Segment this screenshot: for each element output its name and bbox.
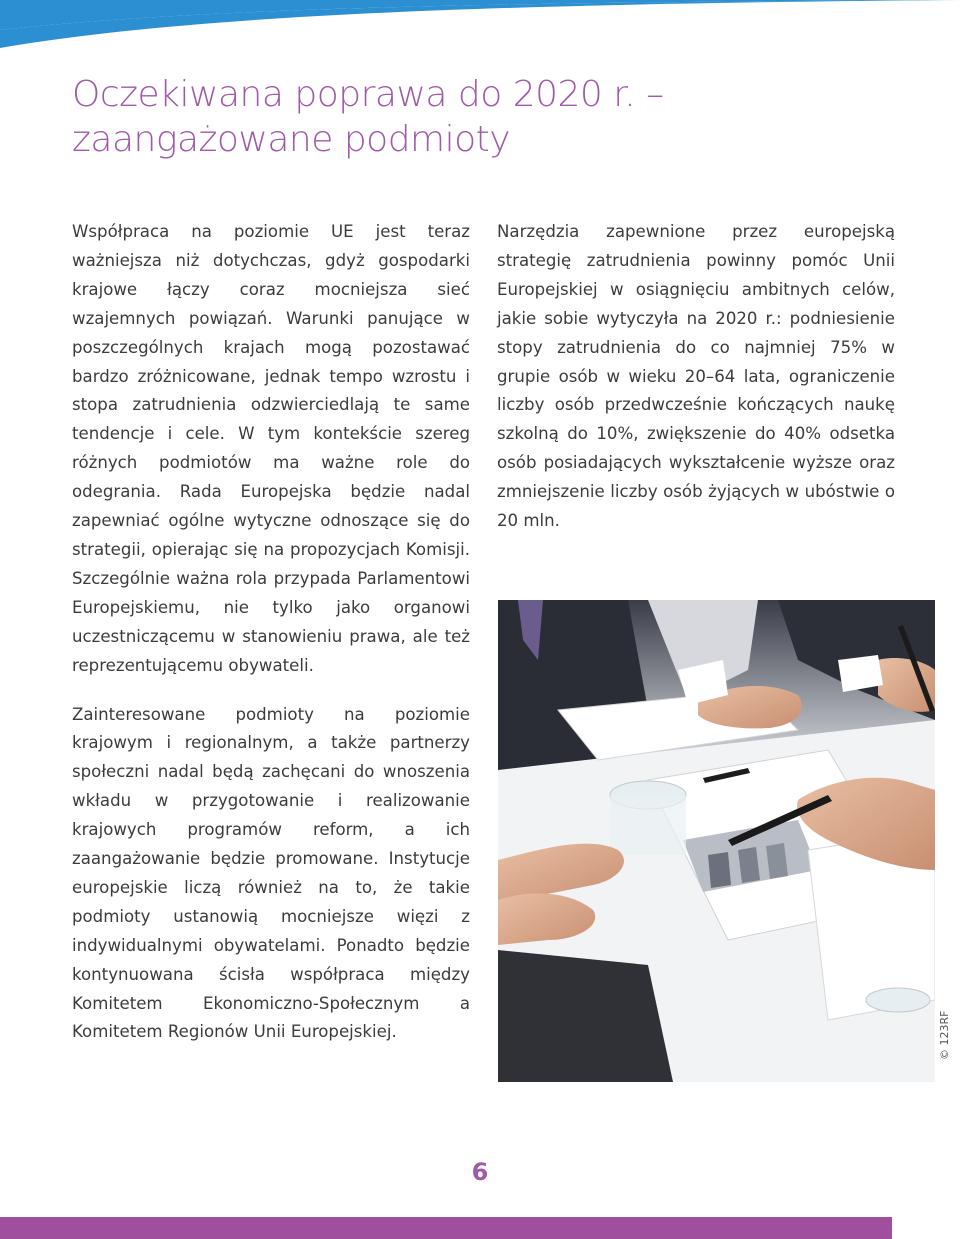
photo-credit: © 123RF <box>938 1010 951 1060</box>
left-column <box>72 218 470 1067</box>
left-paragraph-2: Zainteresowane podmioty na poziomie krajowym i regionalnym, a także partnerzy społeczni nadal będą zachęcani do wnoszenia wkładu w przygotowanie i realizowanie krajowych programów reform, a ich zaangażowanie będzie promowane. Instytucje europejskie liczą również na to, że takie podmioty ustanowią mocniejsze więzi z indywidualnymi obywatelami. Ponadto będzie kontynuowana ścisła współpraca między Komitetem Ekonomiczno-Społecznym a Komitetem Regionów Unii Europejskiej. <box>72 704 470 1042</box>
page-number: 6 <box>471 1158 489 1186</box>
meeting-illustration <box>498 600 935 1082</box>
top-blue-band <box>0 0 960 60</box>
bottom-purple-bar <box>0 1217 892 1239</box>
meeting-photo <box>498 600 935 1082</box>
left-paragraph-1: Współpraca na poziomie UE jest teraz ważniejsza niż dotychczas, gdyż gospodarki krajowe łączy coraz mocniejsza sieć wzajemnych powiązań. Warunki panujące w poszczególnych krajach mogą pozostawać bardzo zróżnicowane, jednak tempo wzrostu i stopa zatrudnienia odzwierciedlają te same tendencje i cele. W tym kontekście szereg różnych podmiotów ma ważne role do odegrania. Rada Europejska będzie nadal zapewniać ogólne wytyczne odnoszące się do strategii, opierając się na propozycjach Komisji. Szczególnie ważna rola przypada Parlamentowi Europejskiemu, nie tylko jako organowi uczestniczącemu w stanowieniu prawa, ale też reprezentującemu obywateli. <box>72 222 470 675</box>
page-title-line-1: Oczekiwana poprawa do 2020 r. – <box>72 74 664 115</box>
page-title-line-2: zaangażowane podmioty <box>72 119 511 160</box>
right-paragraph-1: Narzędzia zapewnione przez europejską strategię zatrudnienia powinny pomóc Unii Europejskiej w osiągnięciu ambitnych celów, jakie sobie wytyczyła na 2020 r.: podniesienie stopy zatrudnienia do co najmniej 75% w grupie osób w wieku 20–64 lata, ograniczenie liczby osób przedwcześnie kończących naukę szkolną do 10%, zwiększenie do 40% odsetka osób posiadających wykształcenie wyższe oraz zmniejszenie liczby osób żyjących w ubóstwie o 20 mln. <box>497 222 895 531</box>
page-title <box>72 72 872 162</box>
right-column <box>497 218 895 556</box>
